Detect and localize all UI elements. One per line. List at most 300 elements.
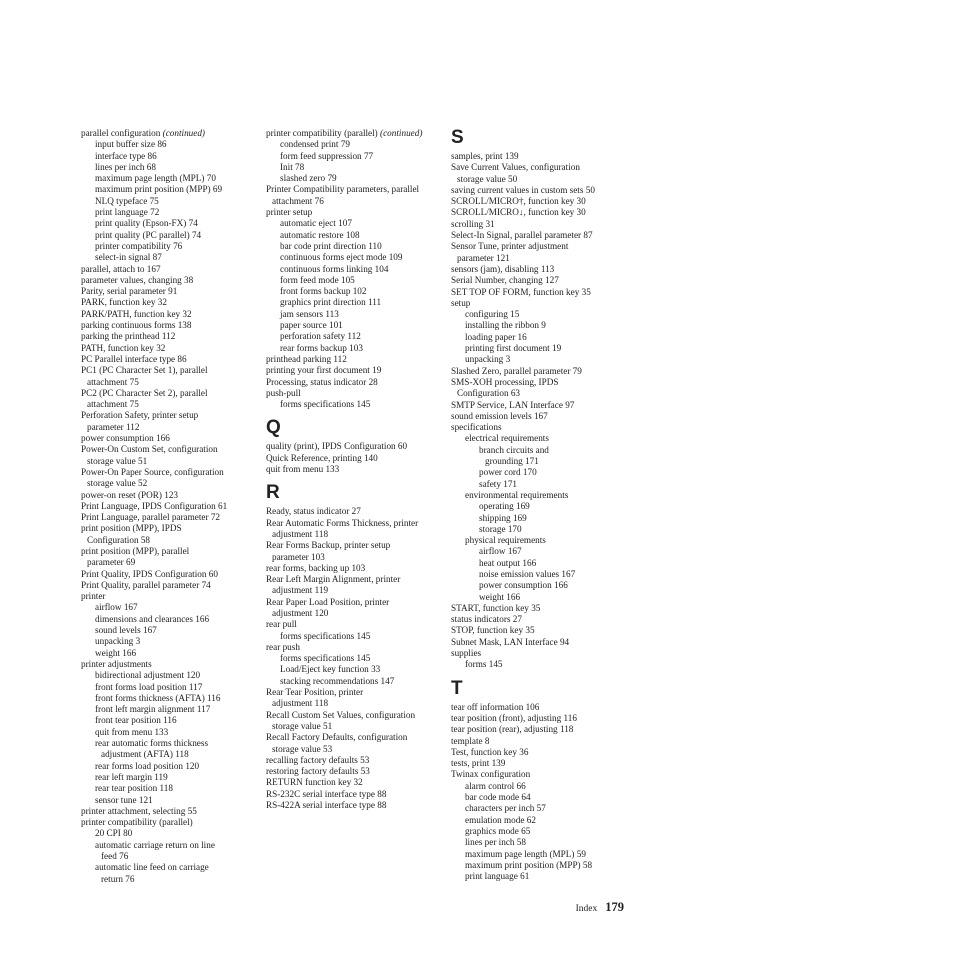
- entry-text: restoring factory defaults 53: [266, 766, 370, 777]
- entry-text: parameter values, changing 38: [81, 274, 194, 285]
- index-entry: [81, 331, 259, 342]
- entry-text: quit from menu 133: [95, 726, 169, 737]
- entry-text: Save Current Values, configuration: [451, 162, 580, 173]
- entry-text: SMTP Service, LAN Interface 97: [451, 399, 575, 410]
- entry-text: branch circuits and: [479, 444, 549, 455]
- index-entry: [81, 162, 259, 173]
- entry-text: shipping 169: [479, 512, 527, 523]
- entry-text: graphics mode 65: [465, 825, 531, 836]
- index-entry-continuation: [266, 529, 444, 540]
- index-entry: [81, 365, 259, 376]
- index-entry: [266, 399, 444, 410]
- index-entry: [81, 297, 259, 308]
- entry-text: safety 171: [479, 478, 518, 489]
- entry-text: rear pull: [266, 619, 297, 630]
- entry-text: Print Language, parallel parameter 72: [81, 512, 221, 523]
- entry-text: Quick Reference, printing 140: [266, 452, 378, 463]
- entry-text: adjustment 119: [272, 585, 329, 596]
- index-entry: [266, 297, 444, 308]
- entry-text: rear forms load position 120: [95, 760, 200, 771]
- index-entry: [451, 377, 629, 388]
- index-entry: [266, 139, 444, 150]
- index-entry: [266, 365, 444, 376]
- entry-text: loading paper 16: [465, 331, 527, 342]
- index-entry: [81, 602, 259, 613]
- index-entry-continuation: [266, 698, 444, 709]
- entry-text: lines per inch 68: [95, 161, 156, 172]
- entry-text: front forms thickness (AFTA) 116: [95, 692, 221, 703]
- index-entry: [451, 501, 629, 512]
- entry-text: weight 166: [479, 591, 521, 602]
- index-entry-continuation: [266, 744, 444, 755]
- section-letter: S: [451, 127, 464, 148]
- entry-text: Rear Tear Position, printer: [266, 687, 364, 698]
- entry-text: perforation safety 112: [280, 331, 361, 342]
- index-entry: [451, 366, 629, 377]
- index-entry: [81, 738, 259, 749]
- entry-text: PC Parallel interface type 86: [81, 353, 187, 364]
- entry-text: tests, print 139: [451, 758, 506, 769]
- index-entry-continuation: [451, 456, 629, 467]
- index-entry: [451, 546, 629, 557]
- entry-text: front forms backup 102: [280, 286, 367, 297]
- entry-text: START, function key 35: [451, 602, 541, 613]
- index-entry: [451, 713, 629, 724]
- index-entry: [451, 422, 629, 433]
- entry-text: parameter 112: [87, 421, 140, 432]
- index-entry: [81, 444, 259, 455]
- entry-text: grounding 171: [485, 456, 539, 467]
- index-column-3: [451, 128, 629, 882]
- entry-text: forms 145: [465, 659, 503, 670]
- entry-text: power consumption 166: [81, 433, 170, 444]
- entry-text: bar code print direction 110: [280, 240, 382, 251]
- entry-text: rear push: [266, 641, 300, 652]
- index-entry: [451, 207, 629, 218]
- entry-text: airflow 167: [95, 602, 138, 613]
- entry-text: recalling factory defaults 53: [266, 754, 370, 765]
- index-entry: [266, 631, 444, 642]
- entry-text: status indicators 27: [451, 614, 522, 625]
- entry-text: SCROLL/MICRO↓, function key 30: [451, 207, 586, 218]
- entry-text: physical requirements: [465, 535, 546, 546]
- index-entry: [451, 580, 629, 591]
- entry-text: sound levels 167: [95, 625, 157, 636]
- entry-text: electrical requirements: [465, 433, 549, 444]
- section-letter: R: [266, 482, 280, 504]
- entry-text: automatic carriage return on line: [95, 839, 215, 850]
- entry-text: Rear Left Margin Alignment, printer: [266, 574, 401, 585]
- entry-text: stacking recommendations 147: [280, 675, 395, 686]
- entry-text: printer adjustments: [81, 658, 152, 669]
- entry-text: front tear position 116: [95, 715, 177, 726]
- entry-text: Configuration 63: [457, 388, 521, 399]
- entry-text: parking the printhead 112: [81, 331, 176, 342]
- entry-text: tear off information 106: [451, 701, 540, 712]
- index-entry: [451, 411, 629, 422]
- index-entry: [81, 817, 259, 828]
- index-entry: [266, 676, 444, 687]
- entry-text: heat output 166: [479, 557, 537, 568]
- entry-text: RS-422A serial interface type 88: [266, 800, 387, 811]
- entry-text: graphics print direction 111: [280, 297, 382, 308]
- index-entry: [266, 309, 444, 320]
- index-entry: [451, 860, 629, 871]
- index-entry: [266, 441, 444, 452]
- entry-text: front forms load position 117: [95, 681, 203, 692]
- entry-text: printing first document 19: [465, 343, 562, 354]
- entry-text: maximum print position (MPP) 58: [465, 859, 593, 870]
- entry-text: Rear Automatic Forms Thickness, printer: [266, 517, 419, 528]
- entry-text: sensor tune 121: [95, 794, 153, 805]
- entry-text: front left margin alignment 117: [95, 704, 211, 715]
- entry-text: printhead parking 112: [266, 353, 347, 364]
- entry-text: Print Quality, IPDS Configuration 60: [81, 568, 218, 579]
- index-entry: [81, 151, 259, 162]
- page-number: 179: [605, 900, 624, 914]
- entry-text: adjustment 118: [272, 528, 329, 539]
- entry-text: PARK, function key 32: [81, 297, 167, 308]
- entry-text: installing the ribbon 9: [465, 320, 546, 331]
- index-entry-continuation: [451, 253, 629, 264]
- index-entry: [451, 479, 629, 490]
- index-entry: [451, 614, 629, 625]
- index-entry: [81, 795, 259, 806]
- entry-text: continuous forms eject mode 109: [280, 252, 403, 263]
- entry-text: Rear Paper Load Position, printer: [266, 596, 390, 607]
- index-entry: [81, 388, 259, 399]
- index-entry: [451, 736, 629, 747]
- entry-text: interface type 86: [95, 150, 157, 161]
- index-entry: [81, 761, 259, 772]
- entry-text: maximum print position (MPP) 69: [95, 184, 223, 195]
- index-entry: [81, 207, 259, 218]
- index-entry: [451, 309, 629, 320]
- index-entry: [451, 815, 629, 826]
- entry-text: 20 CPI 80: [95, 828, 133, 839]
- entry-text: input buffer size 86: [95, 139, 167, 150]
- entry-text: airflow 167: [479, 546, 522, 557]
- index-entry: [266, 377, 444, 388]
- index-entry: [266, 128, 444, 139]
- footer-label: Index: [575, 904, 598, 914]
- entry-text: power consumption 166: [479, 580, 568, 591]
- entry-text: printer compatibility (parallel): [81, 817, 193, 828]
- index-entry: [266, 331, 444, 342]
- entry-text: quit from menu 133: [266, 464, 340, 475]
- entry-text: attachment 75: [87, 376, 139, 387]
- index-entry: [266, 275, 444, 286]
- index-entry: [81, 139, 259, 150]
- index-entry-continuation: [266, 552, 444, 563]
- index-entry: [81, 490, 259, 501]
- index-entry: [451, 320, 629, 331]
- index-entry-continuation: [81, 399, 259, 410]
- entry-text: template 8: [451, 735, 490, 746]
- index-entry: [81, 693, 259, 704]
- entry-text: RS-232C serial interface type 88: [266, 788, 387, 799]
- index-entry: [81, 264, 259, 275]
- index-entry: [451, 445, 629, 456]
- index-entry: [451, 524, 629, 535]
- index-entry: [451, 513, 629, 524]
- entry-text: print position (MPP), IPDS: [81, 523, 182, 534]
- entry-text: characters per inch 57: [465, 803, 546, 814]
- index-entry: [81, 682, 259, 693]
- entry-text: printing your first document 19: [266, 365, 382, 376]
- entry-text: printer: [81, 591, 106, 602]
- index-entry: [451, 558, 629, 569]
- entry-text: STOP, function key 35: [451, 625, 535, 636]
- entry-text: printer compatibility 76: [95, 240, 183, 251]
- index-entry: [266, 464, 444, 475]
- entry-text: attachment 76: [272, 195, 324, 206]
- index-entry: [81, 715, 259, 726]
- index-entry: [266, 664, 444, 675]
- entry-text: PATH, function key 32: [81, 342, 166, 353]
- index-entry: [81, 275, 259, 286]
- index-entry-continuation: [451, 388, 629, 399]
- entry-text: parameter 69: [87, 557, 136, 568]
- index-entry: [266, 207, 444, 218]
- entry-text: Recall Custom Set Values, configuration: [266, 709, 416, 720]
- entry-text: forms specifications 145: [280, 653, 371, 664]
- index-entry-continuation: [451, 174, 629, 185]
- index-entry: [451, 196, 629, 207]
- index-entry: [266, 388, 444, 399]
- entry-text: maximum page length (MPL) 70: [95, 173, 216, 184]
- index-entry: [451, 826, 629, 837]
- entry-text: storage value 50: [457, 173, 518, 184]
- index-entry: [451, 241, 629, 252]
- index-column-2: [266, 128, 444, 811]
- entry-text: push-pull: [266, 387, 301, 398]
- index-entry: [81, 546, 259, 557]
- entry-text: alarm control 66: [465, 780, 526, 791]
- entry-text: printer attachment, selecting 55: [81, 805, 197, 816]
- index-entry: [451, 724, 629, 735]
- entry-text: Select-In Signal, parallel parameter 87: [451, 230, 593, 241]
- entry-text: specifications: [451, 422, 502, 433]
- index-entry: [81, 184, 259, 195]
- index-entry: [266, 151, 444, 162]
- index-column-1: [81, 128, 259, 885]
- continued-note: (continued): [162, 128, 205, 138]
- entry-text: feed 76: [101, 851, 129, 861]
- index-entry: [451, 287, 629, 298]
- entry-text: attachment 75: [87, 399, 139, 410]
- index-entry: [266, 789, 444, 800]
- entry-text: tear position (rear), adjusting 118: [451, 724, 574, 735]
- entry-text: select-in signal 87: [95, 252, 162, 263]
- entry-text: print language 61: [465, 871, 530, 882]
- entry-text: print quality (PC parallel) 74: [95, 229, 202, 240]
- index-entry: [81, 196, 259, 207]
- entry-text: rear forms, backing up 103: [266, 562, 366, 573]
- index-entry: [81, 433, 259, 444]
- index-entry: [451, 264, 629, 275]
- entry-text: parallel configuration: [81, 128, 161, 138]
- entry-text: samples, print 139: [451, 151, 519, 161]
- index-entry: [81, 772, 259, 783]
- entry-text: rear automatic forms thickness: [95, 738, 209, 749]
- index-entry: [81, 309, 259, 320]
- entry-text: tear position (front), adjusting 116: [451, 712, 577, 723]
- index-entry: [266, 230, 444, 241]
- entry-text: paper source 101: [280, 320, 343, 331]
- entry-text: parallel, attach to 167: [81, 263, 161, 274]
- index-entry: [451, 592, 629, 603]
- entry-text: Configuration 58: [87, 534, 151, 545]
- index-entry: [266, 518, 444, 529]
- index-entry-continuation: [266, 196, 444, 207]
- entry-text: power cord 170: [479, 467, 537, 478]
- entry-text: parking continuous forms 138: [81, 320, 192, 331]
- index-entry-continuation: [81, 874, 259, 885]
- entry-text: Test, function key 36: [451, 746, 529, 757]
- entry-text: SCROLL/MICRO†, function key 30: [451, 196, 586, 207]
- index-entry: [451, 467, 629, 478]
- entry-text: parameter 121: [457, 252, 510, 263]
- entry-text: Power-On Paper Source, configuration: [81, 466, 224, 477]
- index-entry: [266, 732, 444, 743]
- entry-text: bar code mode 64: [465, 792, 531, 803]
- entry-text: rear tear position 118: [95, 783, 173, 794]
- entry-text: Ready, status indicator 27: [266, 506, 361, 517]
- index-entry-continuation: [81, 456, 259, 467]
- entry-text: Recall Factory Defaults, configuration: [266, 732, 408, 743]
- index-entry: [451, 219, 629, 230]
- index-entry-continuation: [81, 377, 259, 388]
- index-entry: [81, 252, 259, 263]
- entry-text: return 76: [101, 873, 135, 884]
- index-entry: [266, 320, 444, 331]
- entry-text: forms specifications 145: [280, 630, 371, 641]
- index-entry: [266, 563, 444, 574]
- entry-text: configuring 15: [465, 309, 520, 320]
- index-entry: [81, 828, 259, 839]
- entry-text: automatic eject 107: [280, 218, 352, 229]
- index-entry: [81, 704, 259, 715]
- index-entry: [451, 849, 629, 860]
- index-entry: [451, 400, 629, 411]
- entry-text: saving current values in custom sets 50: [451, 184, 595, 195]
- index-entry: [81, 648, 259, 659]
- index-entry: [451, 151, 629, 162]
- index-entry: [451, 569, 629, 580]
- entry-text: Subnet Mask, LAN Interface 94: [451, 636, 570, 647]
- index-entry: [81, 467, 259, 478]
- entry-text: environmental requirements: [465, 489, 569, 500]
- index-entry: [451, 230, 629, 241]
- index-entry-continuation: [81, 535, 259, 546]
- index-entry: [451, 871, 629, 882]
- entry-text: Slashed Zero, parallel parameter 79: [451, 365, 582, 376]
- index-entry-continuation: [266, 585, 444, 596]
- entry-text: Printer Compatibility parameters, parallel: [266, 184, 420, 195]
- entry-text: power-on reset (POR) 123: [81, 489, 179, 500]
- index-entry-continuation: [81, 478, 259, 489]
- index-entry: [266, 252, 444, 263]
- index-entry: [451, 803, 629, 814]
- entry-text: Serial Number, changing 127: [451, 275, 559, 286]
- entry-text: Sensor Tune, printer adjustment: [451, 241, 569, 252]
- index-entry: [266, 766, 444, 777]
- index-entry: [266, 619, 444, 630]
- entry-text: SMS-XOH processing, IPDS: [451, 376, 559, 387]
- entry-text: Print Quality, parallel parameter 74: [81, 579, 211, 590]
- entry-text: Rear Forms Backup, printer setup: [266, 540, 391, 551]
- entry-text: unpacking 3: [95, 636, 141, 647]
- index-entry: [81, 343, 259, 354]
- entry-text: condensed print 79: [280, 139, 350, 150]
- entry-text: scrolling 31: [451, 218, 495, 229]
- index-entry: [266, 687, 444, 698]
- index-entry: [81, 625, 259, 636]
- index-entry-continuation: [266, 608, 444, 619]
- index-entry: [266, 218, 444, 229]
- entry-text: noise emission values 167: [479, 568, 576, 579]
- entry-text: printer compatibility (parallel): [266, 128, 378, 138]
- index-entry: [451, 702, 629, 713]
- section-letter: Q: [266, 417, 281, 439]
- index-entry: [266, 800, 444, 811]
- index-entry-continuation: [81, 557, 259, 568]
- index-entry: [266, 642, 444, 653]
- entry-text: adjustment 120: [272, 607, 329, 618]
- entry-text: storage value 53: [272, 743, 333, 754]
- entry-text: parameter 103: [272, 551, 325, 562]
- index-entry: [451, 433, 629, 444]
- index-entry: [266, 162, 444, 173]
- entry-text: emulation mode 62: [465, 814, 536, 825]
- entry-text: operating 169: [479, 501, 530, 512]
- entry-text: Perforation Safety, printer setup: [81, 410, 199, 421]
- entry-text: rear left margin 119: [95, 771, 168, 782]
- index-entry: [451, 185, 629, 196]
- index-entry: [81, 501, 259, 512]
- index-entry: [451, 637, 629, 648]
- index-entry: [451, 603, 629, 614]
- index-entry: [81, 218, 259, 229]
- section-letter: T: [451, 677, 463, 699]
- index-entry: [81, 670, 259, 681]
- index-entry: [451, 792, 629, 803]
- entry-text: jam sensors 113: [280, 308, 339, 319]
- entry-text: storage 170: [479, 523, 522, 534]
- index-entry: [266, 574, 444, 585]
- index-entry-continuation: [81, 749, 259, 760]
- index-entry: [451, 354, 629, 365]
- index-entry: [451, 298, 629, 309]
- index-entry: [81, 354, 259, 365]
- index-entry-continuation: [81, 851, 259, 862]
- entry-text: forms specifications 145: [280, 399, 371, 410]
- index-entry: [266, 710, 444, 721]
- entry-text: print position (MPP), parallel: [81, 545, 190, 556]
- entry-text: PC1 (PC Character Set 1), parallel: [81, 365, 208, 376]
- entry-text: quality (print), IPDS Configuration 60: [266, 441, 408, 452]
- index-entry: [266, 286, 444, 297]
- index-entry: [266, 453, 444, 464]
- index-entry: [81, 286, 259, 297]
- entry-text: print quality (Epson-FX) 74: [95, 218, 198, 229]
- entry-text: Print Language, IPDS Configuration 61: [81, 500, 228, 511]
- entry-text: Load/Eject key function 33: [280, 664, 381, 675]
- entry-text: setup: [451, 297, 471, 308]
- entry-text: printer setup: [266, 207, 313, 218]
- entry-text: unpacking 3: [465, 354, 511, 365]
